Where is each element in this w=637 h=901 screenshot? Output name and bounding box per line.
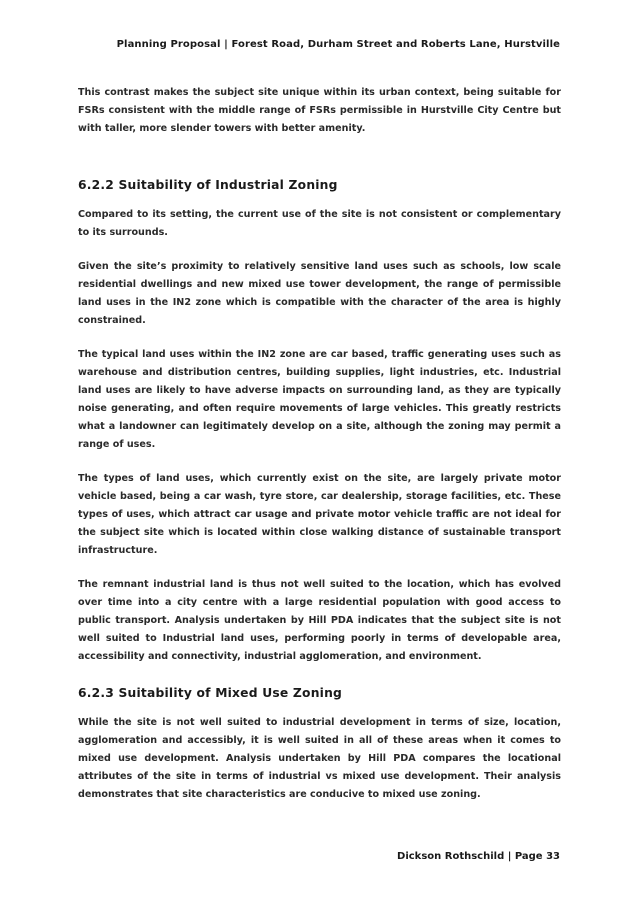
paragraph-622-5: The remnant industrial land is thus not well suited to the location, which has evolved over time into a city centre with a large residential population with good access to public transport. Analysis undertaken by Hill PDA indicates that the subject site is not well suited to Industrial land uses, performing poorly in terms of developable area, accessibility and connectivity, industrial agglomeration, and environment. <box>78 579 561 662</box>
page-footer: Dickson Rothschild | Page 33 <box>397 851 560 862</box>
paragraph-622-1: Compared to its setting, the current use of the site is not consistent or complementary to its surrounds. <box>78 209 561 238</box>
section-heading-623: 6.2.3 Suitability of Mixed Use Zoning <box>78 686 343 700</box>
paragraph-622-4: The types of land uses, which currently exist on the site, are largely private motor vehicle based, being a car wash, tyre store, car dealership, storage facilities, etc. These types of uses, which attract car usage and private motor vehicle traffic are not ideal for the subject site which is located within close walking distance of sustainable transport infrastructure. <box>78 473 561 556</box>
page-content <box>78 84 561 804</box>
paragraph-622-2: Given the site’s proximity to relatively sensitive land uses such as schools, low scale residential dwellings and new mixed use tower development, the range of permissible land uses in the IN2 zone which is compatible with the character of the area is highly constrained. <box>78 261 561 326</box>
section-heading-622: 6.2.2 Suitability of Industrial Zoning <box>78 178 338 192</box>
intro-paragraph: This contrast makes the subject site unique within its urban context, being suitable for FSRs consistent with the middle range of FSRs permissible in Hurstville City Centre but with taller, more slender towers with better amenity. <box>78 87 561 134</box>
paragraph-622-3: The typical land uses within the IN2 zone are car based, traffic generating uses such as warehouse and distribution centres, building supplies, light industries, etc. Industrial land uses are likely to have adverse impacts on surrounding land, as they are typically noise generating, and often require movements of large vehicles. This greatly restricts what a landowner can legitimately develop on a site, although the zoning may permit a range of uses. <box>78 349 561 450</box>
paragraph-623-1: While the site is not well suited to industrial development in terms of size, location, agglomeration and accessibly, it is well suited in all of these areas when it comes to mixed use development. Analysis undertaken by Hill PDA compares the locational attributes of the site in terms of industrial vs mixed use development. Their analysis demonstrates that site characteristics are conducive to mixed use zoning. <box>78 717 561 800</box>
page-header: Planning Proposal | Forest Road, Durham Street and Roberts Lane, Hurstville <box>116 39 560 50</box>
